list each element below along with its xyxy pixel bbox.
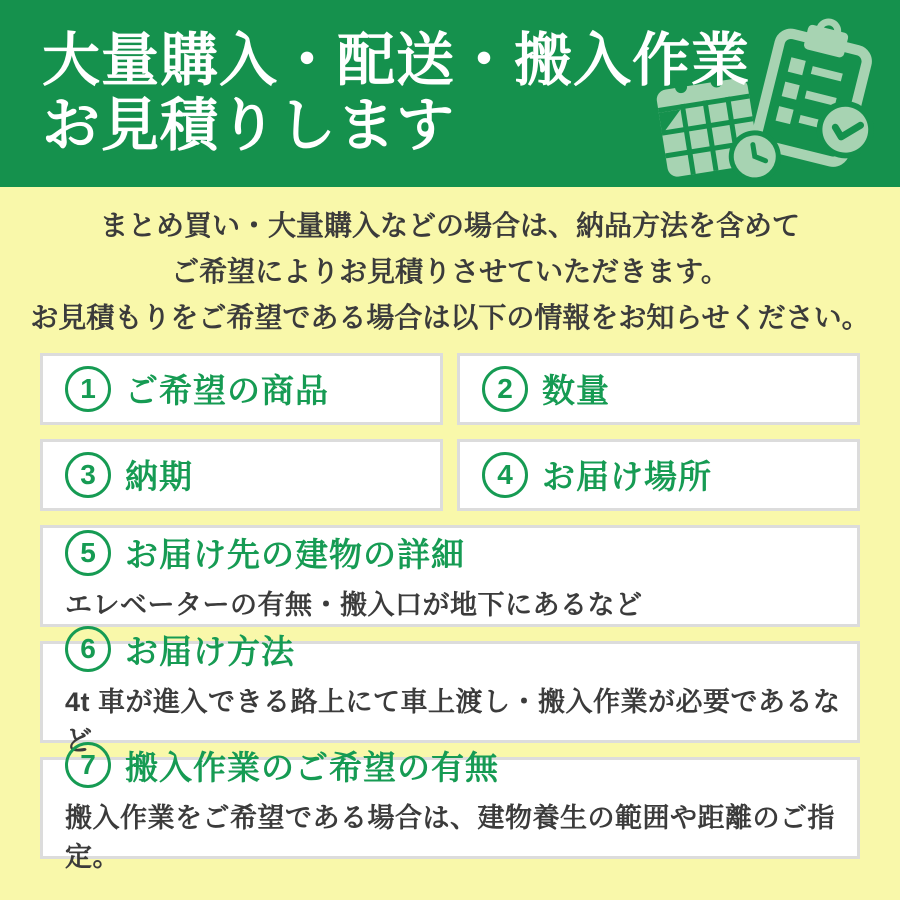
info-box-6-delivery-method: [40, 632, 860, 756]
item-title: お届け場所: [542, 458, 712, 496]
item-description: 4t 車が進入できる路上にて車上渡し・搬入作業が必要であるなど: [65, 686, 841, 756]
number-badge: 3: [65, 452, 111, 498]
intro-line-1: まとめ買い・大量購入などの場合は、納品方法を含めて: [99, 210, 800, 241]
intro-line-3: お見積もりをご希望である場合は以下の情報をお知らせください。: [30, 301, 870, 333]
info-box-7-carry-in-work: [40, 748, 860, 872]
number-badge: 6: [65, 626, 111, 672]
item-description: エレベーターの有無・搬入口が地下にあるなど: [65, 590, 643, 621]
item-head: [65, 742, 857, 789]
item-title: お届け先の建物の詳細: [125, 536, 465, 574]
info-box-2-quantity: [457, 353, 860, 425]
item-head: [65, 529, 857, 576]
info-box-grid: [40, 353, 860, 872]
number-badge: 4: [482, 452, 528, 498]
intro-line-2: ご希望によりお見積りさせていただきます。: [171, 255, 729, 287]
number-badge: 5: [65, 530, 111, 576]
info-box-3-delivery-date: [40, 439, 443, 511]
number-badge: 2: [482, 366, 528, 412]
number-badge: 1: [65, 366, 111, 412]
item-description: 搬入作業をご希望である場合は、建物養生の範囲や距離のご指定。: [65, 802, 835, 872]
item-title: ご希望の商品: [125, 372, 329, 410]
banner-title-line1: 大量購入・配送・搬入作業: [42, 27, 751, 93]
info-box-1-desired-product: [40, 353, 443, 425]
item-head: [65, 626, 857, 673]
item-title: お届け方法: [125, 632, 295, 670]
item-title: 搬入作業のご希望の有無: [125, 748, 499, 786]
info-box-5-building-details: [40, 525, 860, 627]
number-badge: 7: [65, 742, 111, 788]
banner-title-line2: お見積りします: [42, 92, 456, 158]
header-banner: [0, 0, 900, 187]
item-title: 納期: [125, 458, 193, 496]
info-box-4-delivery-place: [457, 439, 860, 511]
intro-text: [0, 187, 900, 341]
item-title: 数量: [542, 372, 610, 410]
